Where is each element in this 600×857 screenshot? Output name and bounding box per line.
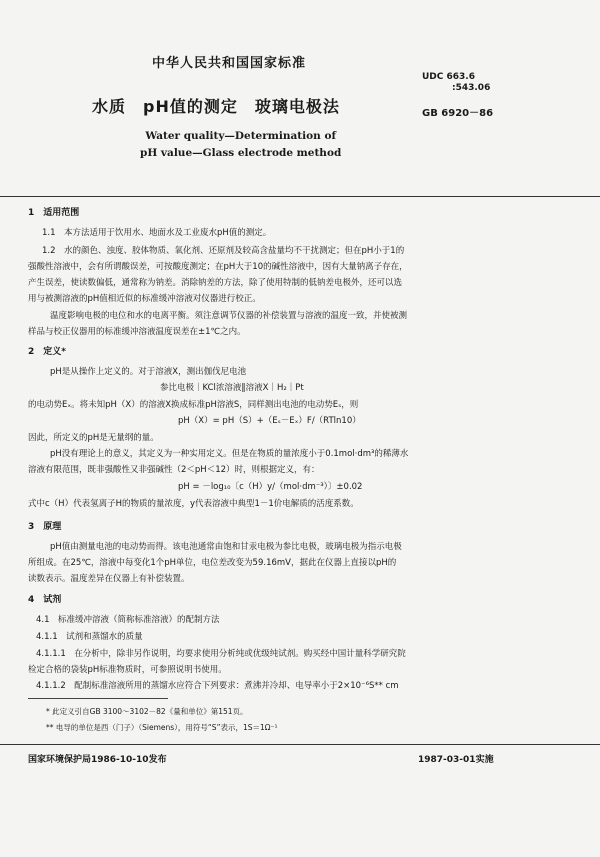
definition-line-4: pH没有理论上的意义，其定义为一种实用定义。但是在物质的量浓度小于0.1mol·dm³的稀薄水: [50, 449, 409, 459]
gb-number: GB 6920－86: [422, 108, 494, 119]
effective-date: 1987-03-01实施: [418, 755, 494, 765]
clause-1-3-line-1: 温度影响电极的电位和水的电离平衡。须注意调节仪器的补偿装置与溶液的温度一致，并使被测: [50, 311, 408, 321]
udc-code: [422, 72, 490, 94]
document-title-en: [140, 128, 341, 162]
definition-line-2: 的电动势Eₓ。将未知pH（X）的溶液X换成标准pH溶液S，同样测出电池的电动势Eₛ，则: [28, 400, 359, 410]
standard-title: 中华人民共和国国家标准: [152, 56, 307, 71]
header-divider: [0, 196, 600, 197]
equation-2: pH = －log₁₀〔c（H）y/（mol·dm⁻³）〕±0.02: [178, 482, 363, 492]
section-3-heading: 3 原理: [28, 522, 62, 532]
udc-line-2: :543.06: [452, 83, 491, 93]
clause-4-1-1-2: 4.1.1.2 配制标准溶液所用的蒸馏水应符合下列要求：煮沸并冷却、电导率小于2×10⁻⁶S** cm: [36, 681, 399, 691]
title-en-line-1: Water quality—Determination of: [145, 130, 336, 142]
definition-line-3: 因此，所定义的pH是无量纲的量。: [28, 433, 159, 443]
principle-line-1: pH值由测量电池的电动势而得。该电池通常由饱和甘汞电极为参比电极，玻璃电极为指示电极: [50, 542, 402, 552]
clause-1-1: 1.1 本方法适用于饮用水、地面水及工业废水pH值的测定。: [42, 228, 272, 238]
clause-4-1-1-1-line-1: 4.1.1.1 在分析中，除非另作说明，均要求使用分析纯或优级纯试剂。购买经中国计量科学研究院: [36, 649, 406, 659]
principle-line-3: 读数表示。温度差异在仪器上有补偿装置。: [28, 574, 190, 584]
clause-4-1-1-1-line-2: 检定合格的袋装pH标准物质时，可参照说明书使用。: [28, 665, 227, 675]
clause-4-1: 4.1 标准缓冲溶液（简称标准溶液）的配制方法: [36, 615, 220, 625]
clause-4-1-1: 4.1.1 试剂和蒸馏水的质量: [36, 632, 143, 642]
definition-line-6: 式中c（H）代表氢离子H的物质的量浓度，y代表溶液中典型1－1价电解质的活度系数。: [28, 499, 359, 509]
principle-line-2: 所组成。在25℃，溶液中每变化1个pH单位，电位差改变为59.16mV，据此在仪器上直接以pH的: [28, 558, 397, 568]
clause-1-2-line-3: 产生误差，使读数偏低，通常称为钠差。消除钠差的方法，除了使用特制的低钠差电极外，还可以选: [28, 278, 403, 288]
galvanic-cell: 参比电极｜KCl浓溶液‖溶液X｜H₂｜Pt: [160, 383, 304, 393]
clause-1-2-line-2: 强酸性溶液中，会有所谓酸误差，可按酸度测定；在pH大于10的碱性溶液中，因有大量钠离子存在，: [28, 262, 408, 272]
section-4-heading: 4 试剂: [28, 595, 62, 605]
section-1-heading: 1 适用范围: [28, 208, 80, 218]
footer-divider: [0, 744, 600, 745]
definition-line-5: 溶液有限范围，既非强酸性又非强碱性（2＜pH＜12）时，则根据定义，有：: [28, 465, 320, 475]
title-en-line-2: pH value—Glass electrode method: [140, 147, 342, 159]
issued-by: 国家环境保护局1986-10-10发布: [28, 755, 167, 765]
document-title-cn: 水质 pH值的测定 玻璃电极法: [92, 97, 340, 116]
clause-1-2-line-4: 用与被测溶液的pH值相近似的标准缓冲溶液对仪器进行校正。: [28, 294, 261, 304]
footnote-1: * 此定义引自GB 3100～3102－82《量和单位》第151页。: [46, 707, 248, 716]
clause-1-2-line-1: 1.2 水的颜色、浊度、胶体物质、氧化剂、还原剂及较高含盐量均不干扰测定；但在pH小于1的: [42, 246, 405, 256]
footnote-rule: [28, 698, 168, 699]
footnote-2: ** 电导的单位是西（门子）（Siemens），用符号“S”表示，1S＝1Ω⁻¹: [46, 723, 278, 732]
definition-line-1: pH是从操作上定义的。对于溶液X，测出伽伐尼电池: [50, 367, 247, 377]
section-2-heading: 2 定义*: [28, 347, 66, 357]
udc-line-1: UDC 663.6: [422, 72, 475, 82]
equation-1: pH（X）= pH（S）+（Eₛ－Eₓ）F/（RTln10）: [178, 416, 361, 426]
clause-1-3-line-2: 样品与校正仪器用的标准缓冲溶液温度误差在±1℃之内。: [28, 327, 246, 337]
